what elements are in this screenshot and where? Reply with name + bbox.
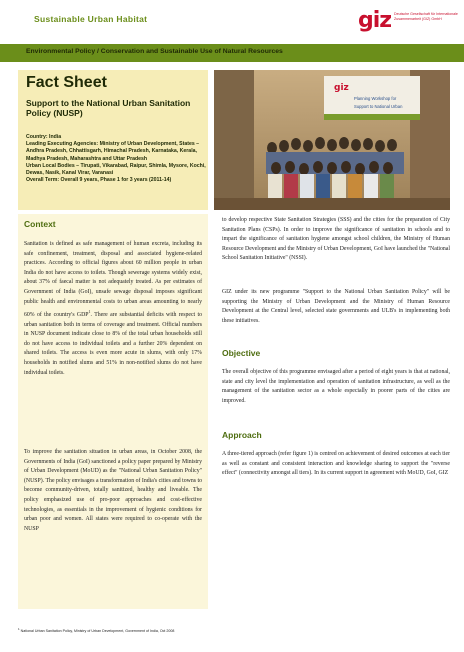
right-paragraph-1: to develop respective State Sanitation Strategies (SSS) and the cities for the preparation of City Sanitation Plans (CSPs). In order to improve the significance of sanitation in schools and to impart the significance of sanitation hygiene amongst school children, the Ministry of Human Resource Development and the Ministry of Urban Development, GoI have launched the "National School Sanitation Initiative" (NSSI). [222,217,450,262]
context-paragraph-2: To improve the sanitation situation in urban areas, in October 2008, the Governments of India (GoI) sanctioned a policy paper prepared by Ministry of Urban Development (MoUD) as the "National Urban Sanitation Policy" (NUSP). The policy envisages a transformation of India's cities and towns to become community-driven, totally sanitized, healthy and liveable. The policy emphasized use of pro-poor approaches and cost-effective technologies, as essentials in the improvement of hygienic conditions for urban poor and women. All states were required to co-operate with the NUSP [24,449,202,532]
factsheet-subtitle: Support to the National Urban Sanitation Policy (NUSP) [26,98,191,118]
workshop-group-photo [214,70,450,210]
sector-bar [0,44,464,62]
right-column [222,214,450,609]
banner-text-line-1: Planning Workshop for [354,96,397,101]
page-header [0,0,464,44]
context-paragraph-1-text: Sanitation is defined as safe management of human excreta, including its safe confinement, treatment, disposal and associated hygiene-related practices. According to official figures about 60 million people in urban India do not have access to toilets. Though sewerage systems widely exist, about 37% of faecal matter is not adequately treated. As per estimates of Government of India (GoI), unsafe sewage disposal imposes significant public health and environmental costs to urban areas amounting to nearly 60% of the country's GDP [24,241,202,319]
footnote-ref: 1 [88,309,91,315]
info-agencies: Leading Executing Agencies: Ministry of Urban Development, States – Andhra Pradesh, Chhattisgarh, Himachal Pradesh, Karnataka, Kerala, Madhya Pradesh, Maharashtra and Uttar Pradesh [26,141,200,162]
project-info [26,134,206,184]
context-heading: Context [24,219,56,229]
giz-logo-text: Deutsche Gesellschaft für Internationale Zusammenarbeit (GIZ) GmbH [394,12,458,21]
context-column [18,214,208,609]
info-ulbs: Urban Local Bodies – Tirupati, Vikarabad, Raipur, Shimla, Mysore, Kochi, Dewas, Nasik, Kanal Virar, Varanasi [26,162,206,177]
footnote-mark: 1 [18,627,20,631]
context-paragraph-1-text-cont: . There are substantial deficits with respect to urban sanitation both in terms of coverage and treatment. Official numbers in NUSP document indicate close to 8% of the total urban households still do not have access to individual toilets and a further 20% dependent on shared toilets. The access is even more acute in slums, with only 17% households in notified slums and 51% in non-notified slums do not have individual toilets. [24,312,202,376]
banner-text-line-2: Support to National Urban [354,104,403,109]
footnote-text: National Urban Sanitation Policy, Ministry of Urban Development, Government of India, Oct 2008 [20,629,175,634]
approach-heading: Approach [222,430,262,440]
objective-heading: Objective [222,348,261,358]
program-name: Sustainable Urban Habitat [34,14,148,24]
photo-illustration [214,70,450,210]
right-paragraph-2: GIZ under its new programme "Support to the National Urban Sanitation Policy" will be supporting the Ministry of Urban Development and the Ministry of Human Resource Development at the Central level, selected state governments and ULB's in implementing both these initiatives. [222,289,450,324]
sector-title: Environmental Policy / Conservation and Sustainable Use of Natural Resources [26,48,283,55]
objective-paragraph: The overall objective of this programme envisaged after a period of eight years is that at national, state and city level the implementation and operation of sanitation infrastructure, as well as the management of the sanitation sector as a whole especially in poorer parts of the cities are improved. [222,369,450,404]
factsheet-info-block [18,70,208,210]
banner-logo: giz [334,83,349,93]
giz-logo [358,10,458,38]
info-country: Country: India [26,134,62,140]
giz-logo-mark: giz [358,8,392,33]
context-paragraph-1 [24,240,202,378]
footnote [18,627,174,633]
approach-paragraph: A three-tiered approach (refer figure 1) is centred on achievement of desired outcomes at each tier as well as constant and consistent interaction and knowledge sharing to support the "reverse effect" (connectivity amongst all tiers). In its current support in agreement with MoUD, GoI, GIZ [222,451,450,477]
factsheet-title: Fact Sheet [26,74,107,91]
info-term: Overall Term: Overall 9 years, Phase 1 for 3 years (2011-14) [26,177,172,184]
